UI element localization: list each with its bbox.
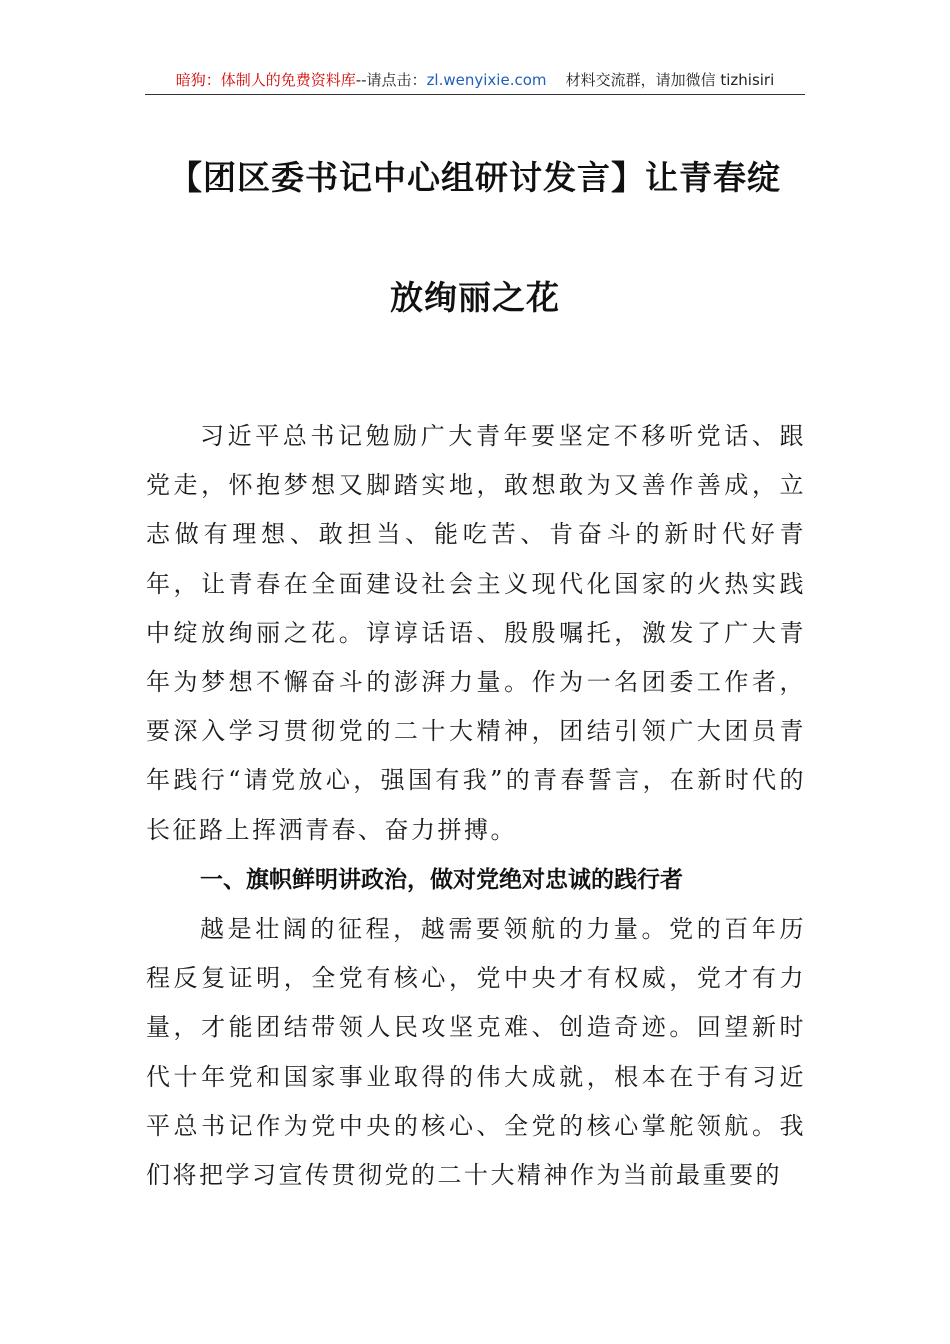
paragraph-intro: 习近平总书记勉励广大青年要坚定不移听党话、跟党走，怀抱梦想又脚踏实地，敢想敢为又善作善成，立志做有理想、敢担当、能吃苦、肯奋斗的新时代好青年，让青春在全面建设社会主义现代化国家的火热实践中绽放绚丽之花。谆谆话语、殷殷嘱托，激发了广大青年为梦想不懈奋斗的澎湃力量。作为一名团委工作者，要深入学习贯彻党的二十大精神，团结引领广大团员青年践行“请党放心，强国有我”的青春誓言，在新时代的长征路上挥洒青春、奋力拼搏。 [146, 422, 806, 844]
header-click-prompt: --请点击： [355, 71, 427, 89]
page-header [145, 66, 805, 95]
document-title-line1: 【团区委书记中心组研讨发言】让青春绽 [169, 158, 781, 197]
document-title-line2: 放绚丽之花 [390, 278, 560, 317]
section-heading-1: 一、旗帜鲜明讲政治，做对党绝对忠诚的践行者 [200, 867, 683, 893]
header-site-name: 暗狗：体制人的免费资料库 [175, 71, 356, 89]
header-wechat-note: 材料交流群，请加微信 tizhisiri [565, 71, 775, 89]
paragraph-section-1: 越是壮阔的征程，越需要领航的力量。党的百年历程反复证明，全党有核心，党中央才有权威，党才有力量，才能团结带领人民攻坚克难、创造奇迹。回望新时代十年党和国家事业取得的伟大成就，根本在于有习近平总书记作为党中央的核心、全党的核心掌舵领航。我们将把学习宣传贯彻党的二十大精神作为当前最重要的 [146, 915, 806, 1190]
header-link[interactable]: zl.wenyixie.com [426, 71, 547, 89]
